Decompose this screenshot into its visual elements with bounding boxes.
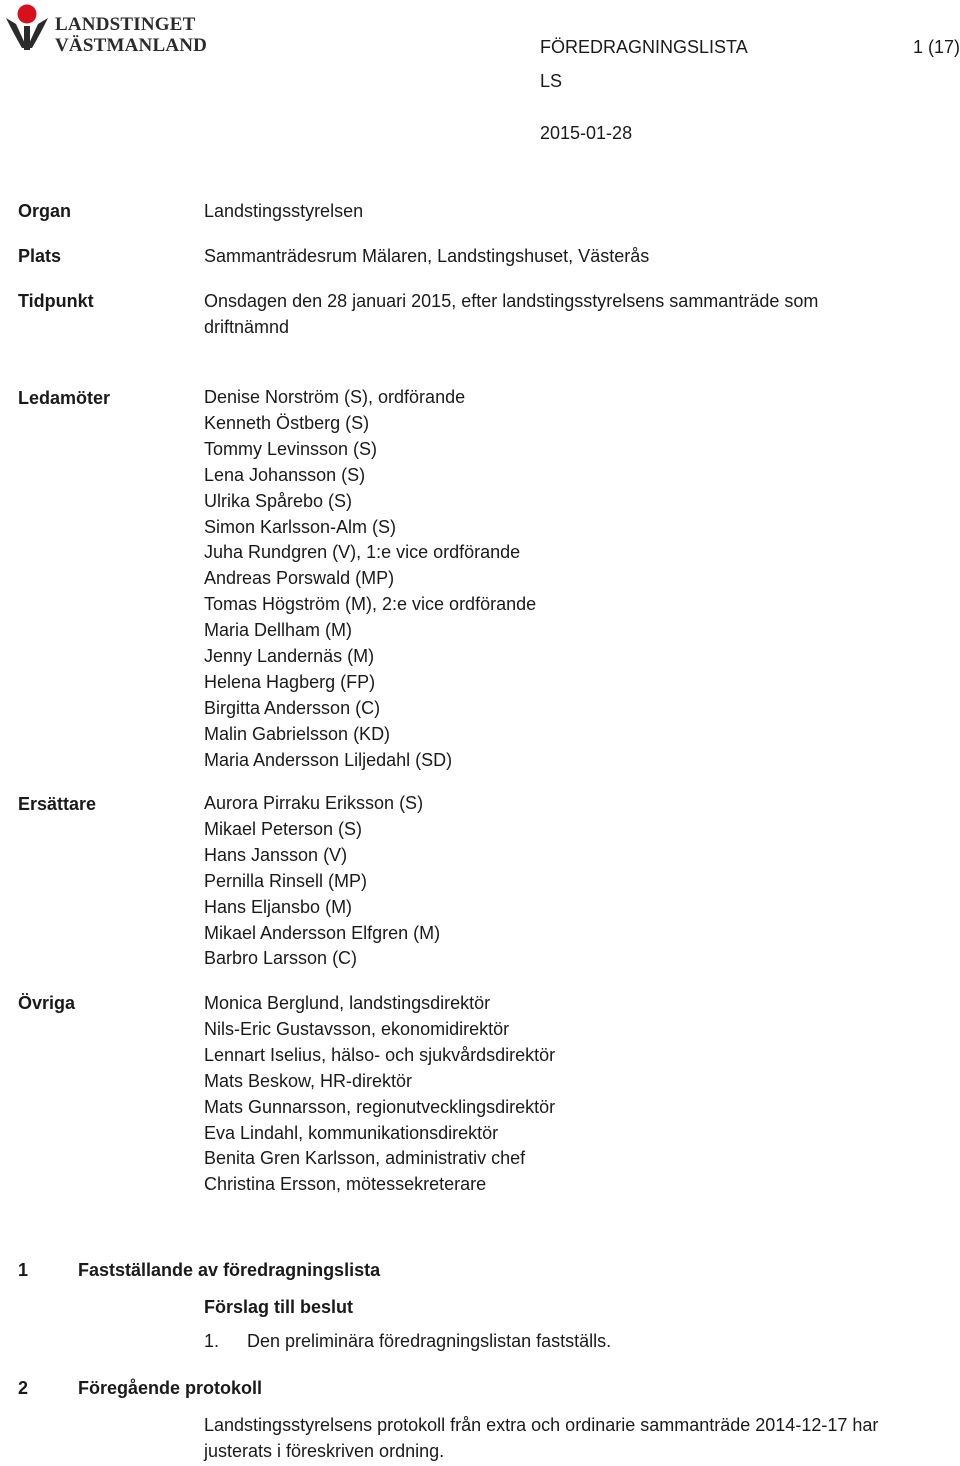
list-item: Kenneth Östberg (S) bbox=[204, 412, 370, 433]
ledamoter-label: Ledamöter bbox=[18, 388, 111, 408]
list-item: Tomas Högström (M), 2:e vice ordförande bbox=[204, 594, 537, 615]
logo-text-line2: VÄSTMANLAND bbox=[55, 35, 208, 56]
list-item: Nils-Eric Gustavsson, ekonomidirektör bbox=[204, 1018, 510, 1039]
list-item: Jenny Landernäs (M) bbox=[204, 646, 375, 667]
ovriga-label: Övriga bbox=[18, 993, 76, 1013]
list-item: Lennart Iselius, hälso- och sjukvårdsdirektör bbox=[204, 1044, 556, 1065]
document-date: 2015-01-28 bbox=[540, 123, 633, 143]
list-item: Lena Johansson (S) bbox=[204, 464, 366, 485]
agenda-item-1-number: 1 bbox=[18, 1260, 29, 1280]
organ-label: Organ bbox=[18, 201, 72, 221]
page-number: 1 (17) bbox=[912, 37, 960, 57]
list-item: Juha Rundgren (V), 1:e vice ordförande bbox=[204, 542, 521, 563]
document-type: FÖREDRAGNINGSLISTA bbox=[540, 37, 748, 57]
agenda-item-2-body-line2: justerats i föreskriven ordning. bbox=[204, 1441, 445, 1461]
ovriga-list bbox=[204, 991, 555, 1198]
list-item: Monica Berglund, landstingsdirektör bbox=[204, 993, 491, 1013]
list-item: Denise Norström (S), ordförande bbox=[204, 387, 466, 407]
list-item: Hans Jansson (V) bbox=[204, 844, 348, 865]
list-item: Ulrika Spårebo (S) bbox=[204, 490, 353, 511]
organ-value: Landstingsstyrelsen bbox=[204, 201, 364, 221]
list-item: Hans Eljansbo (M) bbox=[204, 896, 353, 917]
agenda-item-2-title: Föregående protokoll bbox=[78, 1378, 263, 1398]
tidpunkt-value-line1: Onsdagen den 28 januari 2015, efter landstingsstyrelsens sammanträde som bbox=[204, 291, 819, 311]
list-item: Benita Gren Karlsson, administrativ chef bbox=[204, 1148, 526, 1169]
list-item: Andreas Porswald (MP) bbox=[204, 568, 395, 589]
plats-value: Sammanträdesrum Mälaren, Landstingshuset, Västerås bbox=[204, 246, 650, 266]
logo-text-line1: LANDSTINGET bbox=[55, 14, 196, 35]
ledamoter-list bbox=[204, 385, 536, 774]
list-item: Maria Andersson Liljedahl (SD) bbox=[204, 749, 453, 770]
list-item: Aurora Pirraku Eriksson (S) bbox=[204, 793, 424, 813]
agenda-item-1-title: Fastställande av föredragningslista bbox=[78, 1260, 381, 1280]
list-item: Malin Gabrielsson (KD) bbox=[204, 723, 391, 744]
agenda-item-2-number: 2 bbox=[18, 1378, 29, 1398]
agenda-item-1-list-text: Den preliminära föredragningslistan fastställs. bbox=[247, 1331, 612, 1351]
tidpunkt-value-line2: driftnämnd bbox=[204, 317, 290, 337]
plats-label: Plats bbox=[18, 246, 62, 266]
agenda-item-2-body-line1: Landstingsstyrelsens protokoll från extra och ordinarie sammanträde 2014-12-17 har bbox=[204, 1415, 879, 1435]
list-item: Maria Dellham (M) bbox=[204, 620, 353, 641]
list-item: Barbro Larsson (C) bbox=[204, 948, 358, 969]
agenda-item-1-list-number: 1. bbox=[204, 1331, 220, 1351]
list-item: Mikael Andersson Elfgren (M) bbox=[204, 922, 441, 943]
list-item: Mikael Peterson (S) bbox=[204, 818, 363, 839]
ersattare-label: Ersättare bbox=[18, 794, 97, 814]
list-item: Tommy Levinsson (S) bbox=[204, 438, 378, 459]
list-item: Helena Hagberg (FP) bbox=[204, 671, 376, 692]
agenda-item-1-subheading: Förslag till beslut bbox=[204, 1297, 354, 1317]
list-item: Simon Karlsson-Alm (S) bbox=[204, 516, 397, 537]
document-code: LS bbox=[540, 71, 563, 91]
list-item: Pernilla Rinsell (MP) bbox=[204, 870, 368, 891]
ersattare-list bbox=[204, 791, 440, 972]
tidpunkt-label: Tidpunkt bbox=[18, 291, 94, 311]
list-item: Christina Ersson, mötessekreterare bbox=[204, 1174, 487, 1195]
logo-emblem-icon bbox=[4, 4, 54, 54]
list-item: Birgitta Andersson (C) bbox=[204, 697, 381, 718]
landstinget-logo bbox=[4, 4, 208, 56]
list-item: Eva Lindahl, kommunikationsdirektör bbox=[204, 1122, 499, 1143]
list-item: Mats Beskow, HR-direktör bbox=[204, 1070, 413, 1091]
list-item: Mats Gunnarsson, regionutvecklingsdirektör bbox=[204, 1096, 556, 1117]
